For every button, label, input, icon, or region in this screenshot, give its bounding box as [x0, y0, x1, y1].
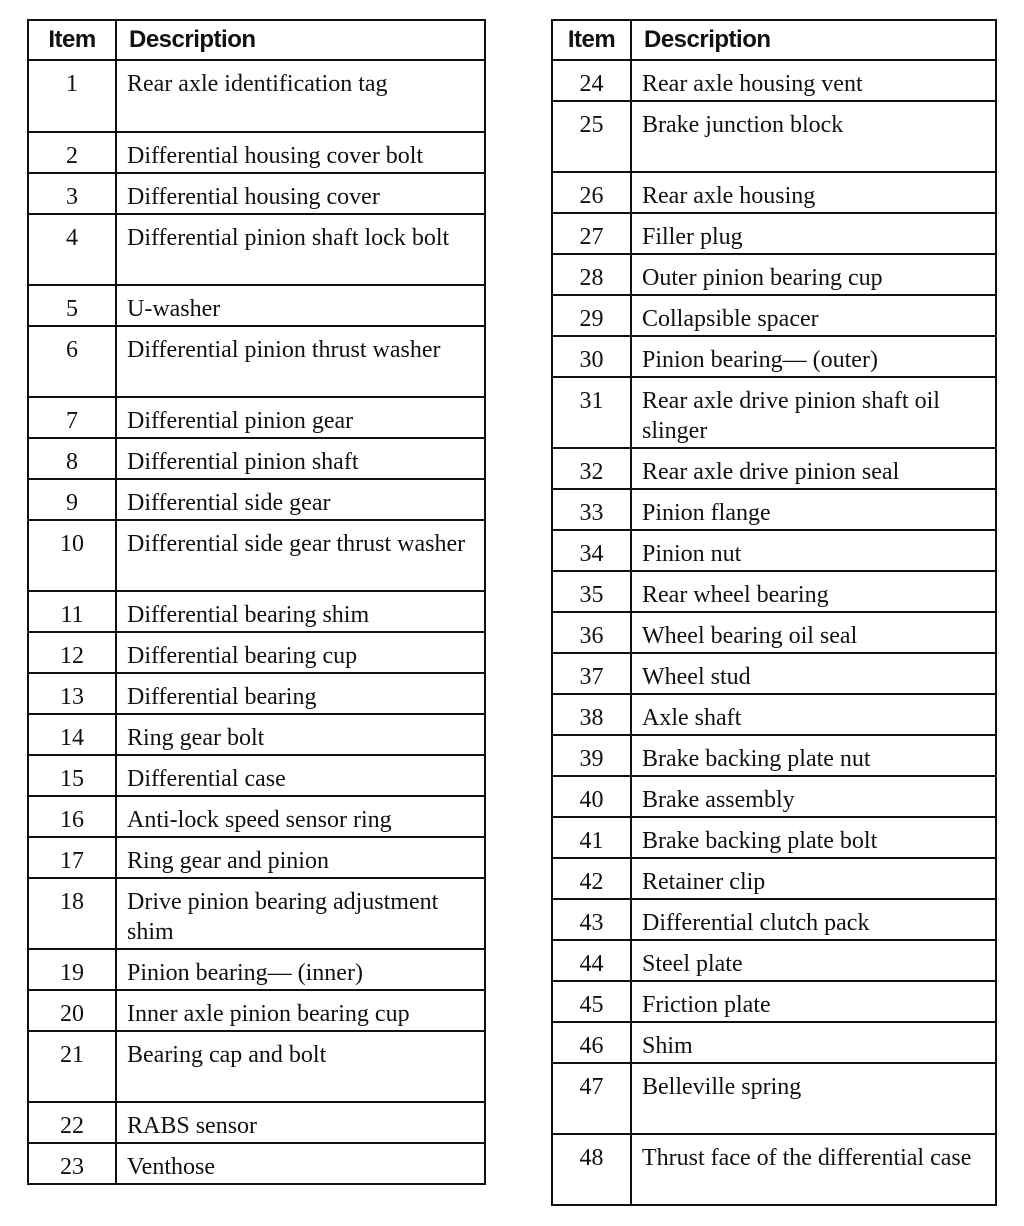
item-column-header: Item [28, 20, 116, 60]
item-description: Inner axle pinion bearing cup [116, 990, 485, 1031]
item-number: 30 [552, 336, 631, 377]
table-row [552, 899, 996, 940]
item-number: 14 [28, 714, 116, 755]
header-row [552, 20, 996, 60]
table-row [28, 878, 485, 949]
table-row [552, 172, 996, 213]
table-row [28, 60, 485, 132]
table-row [28, 1031, 485, 1102]
table-row [552, 489, 996, 530]
item-description: Differential side gear [116, 479, 485, 520]
table-row [552, 530, 996, 571]
item-number: 48 [552, 1134, 631, 1205]
item-description: Retainer clip [631, 858, 996, 899]
table-row [552, 60, 996, 101]
table-row [28, 132, 485, 173]
table-row [28, 632, 485, 673]
item-description: Pinion nut [631, 530, 996, 571]
table-row [552, 1134, 996, 1205]
item-number: 47 [552, 1063, 631, 1134]
item-number: 39 [552, 735, 631, 776]
item-description: Steel plate [631, 940, 996, 981]
item-number: 42 [552, 858, 631, 899]
item-number: 16 [28, 796, 116, 837]
item-number: 23 [28, 1143, 116, 1184]
item-number: 3 [28, 173, 116, 214]
item-description: Differential side gear thrust washer [116, 520, 485, 591]
item-number: 24 [552, 60, 631, 101]
table-row [552, 571, 996, 612]
item-number: 17 [28, 837, 116, 878]
table-row [552, 858, 996, 899]
item-description: Differential clutch pack [631, 899, 996, 940]
item-number: 32 [552, 448, 631, 489]
table-row [28, 673, 485, 714]
item-description: Axle shaft [631, 694, 996, 735]
item-number: 9 [28, 479, 116, 520]
item-description: Venthose [116, 1143, 485, 1184]
item-number: 25 [552, 101, 631, 172]
item-number: 19 [28, 949, 116, 990]
item-number: 12 [28, 632, 116, 673]
item-number: 15 [28, 755, 116, 796]
table-row [28, 479, 485, 520]
item-description: Differential pinion shaft lock bolt [116, 214, 485, 285]
table-row [28, 796, 485, 837]
item-description: Rear axle drive pinion shaft oil slinger [631, 377, 996, 448]
item-number: 40 [552, 776, 631, 817]
item-number: 11 [28, 591, 116, 632]
table-row [28, 990, 485, 1031]
item-description: Belleville spring [631, 1063, 996, 1134]
item-number: 44 [552, 940, 631, 981]
item-number: 41 [552, 817, 631, 858]
table-row [552, 981, 996, 1022]
item-description: Filler plug [631, 213, 996, 254]
table-row [552, 940, 996, 981]
item-description: Pinion bearing— (inner) [116, 949, 485, 990]
item-number: 46 [552, 1022, 631, 1063]
item-description: Friction plate [631, 981, 996, 1022]
item-description: Rear axle identification tag [116, 60, 485, 132]
table-row [28, 837, 485, 878]
item-description: Brake assembly [631, 776, 996, 817]
table-row [552, 735, 996, 776]
table-row [28, 1102, 485, 1143]
item-column-header: Item [552, 20, 631, 60]
table-row [552, 612, 996, 653]
table-row [552, 295, 996, 336]
item-number: 43 [552, 899, 631, 940]
parts-table-right [551, 19, 997, 1206]
item-number: 10 [28, 520, 116, 591]
table-row [552, 213, 996, 254]
item-number: 37 [552, 653, 631, 694]
item-number: 6 [28, 326, 116, 397]
item-number: 22 [28, 1102, 116, 1143]
item-description: Collapsible spacer [631, 295, 996, 336]
item-number: 20 [28, 990, 116, 1031]
item-description: Outer pinion bearing cup [631, 254, 996, 295]
item-description: Shim [631, 1022, 996, 1063]
item-description: Brake junction block [631, 101, 996, 172]
item-description: Differential bearing [116, 673, 485, 714]
table-row [28, 714, 485, 755]
item-number: 33 [552, 489, 631, 530]
item-description: Rear axle housing vent [631, 60, 996, 101]
item-description: Rear axle drive pinion seal [631, 448, 996, 489]
item-description: Rear wheel bearing [631, 571, 996, 612]
item-number: 13 [28, 673, 116, 714]
item-number: 31 [552, 377, 631, 448]
item-description: Ring gear and pinion [116, 837, 485, 878]
item-number: 35 [552, 571, 631, 612]
item-description: Brake backing plate bolt [631, 817, 996, 858]
item-description: Pinion flange [631, 489, 996, 530]
item-number: 1 [28, 60, 116, 132]
item-description: Bearing cap and bolt [116, 1031, 485, 1102]
item-description: Drive pinion bearing adjustment shim [116, 878, 485, 949]
item-description: Differential case [116, 755, 485, 796]
header-row [28, 20, 485, 60]
table-row [552, 336, 996, 377]
item-description: Anti-lock speed sensor ring [116, 796, 485, 837]
item-number: 26 [552, 172, 631, 213]
item-description: Wheel stud [631, 653, 996, 694]
item-description: Differential housing cover bolt [116, 132, 485, 173]
item-number: 45 [552, 981, 631, 1022]
item-description: Rear axle housing [631, 172, 996, 213]
table-row [552, 694, 996, 735]
table-row [28, 173, 485, 214]
item-description: Differential housing cover [116, 173, 485, 214]
table-row [28, 1143, 485, 1184]
description-column-header: Description [631, 20, 996, 60]
table-row [28, 285, 485, 326]
item-number: 27 [552, 213, 631, 254]
item-number: 7 [28, 397, 116, 438]
item-number: 28 [552, 254, 631, 295]
table-row [28, 949, 485, 990]
table-row [28, 214, 485, 285]
table-row [28, 591, 485, 632]
item-description: Brake backing plate nut [631, 735, 996, 776]
item-number: 36 [552, 612, 631, 653]
table-row [552, 377, 996, 448]
item-description: Differential bearing shim [116, 591, 485, 632]
item-description: U-washer [116, 285, 485, 326]
item-description: Differential pinion shaft [116, 438, 485, 479]
item-number: 29 [552, 295, 631, 336]
table-row [552, 254, 996, 295]
item-number: 18 [28, 878, 116, 949]
table-row [28, 326, 485, 397]
item-description: Differential bearing cup [116, 632, 485, 673]
item-number: 8 [28, 438, 116, 479]
description-column-header: Description [116, 20, 485, 60]
table-row [28, 755, 485, 796]
item-description: Ring gear bolt [116, 714, 485, 755]
table-row [552, 1063, 996, 1134]
item-description: Differential pinion gear [116, 397, 485, 438]
item-number: 2 [28, 132, 116, 173]
table-row [552, 776, 996, 817]
item-description: Wheel bearing oil seal [631, 612, 996, 653]
table-row [552, 653, 996, 694]
table-row [28, 397, 485, 438]
table-row [552, 817, 996, 858]
item-description: RABS sensor [116, 1102, 485, 1143]
item-description: Thrust face of the differential case [631, 1134, 996, 1205]
parts-table-left [27, 19, 486, 1185]
item-number: 4 [28, 214, 116, 285]
table-row [28, 438, 485, 479]
item-number: 34 [552, 530, 631, 571]
item-description: Differential pinion thrust washer [116, 326, 485, 397]
table-row [552, 101, 996, 172]
table-row [552, 448, 996, 489]
table-row [28, 520, 485, 591]
item-number: 38 [552, 694, 631, 735]
table-row [552, 1022, 996, 1063]
item-number: 21 [28, 1031, 116, 1102]
item-number: 5 [28, 285, 116, 326]
item-description: Pinion bearing— (outer) [631, 336, 996, 377]
